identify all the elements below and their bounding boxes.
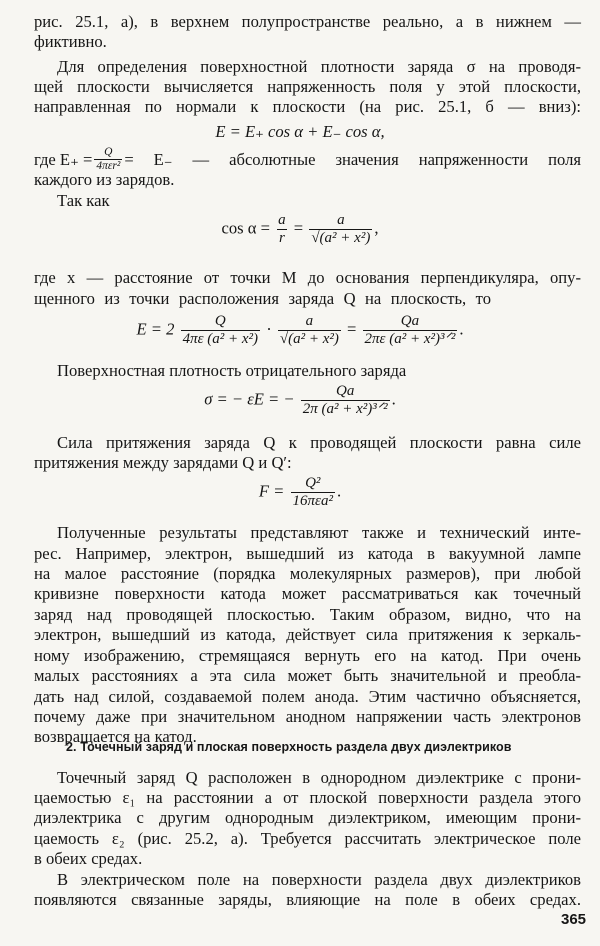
- text-line: цаемостью ε₁ на расстоянии a от плоской поверхности раздела этого: [34, 788, 581, 807]
- text-line: Поверхностная плотность отрицательного заряда: [57, 361, 407, 380]
- text-line: цаемость ε₂ (рис. 25.2, а). Требуется рассчитать электрическое поле: [34, 829, 581, 848]
- equation-cosine: cos α = $\frac{a}{r}$ = $\frac{a}{\text{√(a² + x²)}}$ ,: [221, 212, 379, 246]
- eq5-den: 16πεa²: [292, 493, 333, 509]
- text-line: фиктивно.: [34, 32, 107, 51]
- text-line: кривизне поверхности катода может рассматриваться как точечный: [34, 584, 581, 603]
- eq3-f3-num: Qa: [400, 313, 420, 329]
- text-line: в обеих средах.: [34, 849, 143, 868]
- text-line: щенного из точки расположения заряда Q на плоскость, то: [34, 289, 491, 308]
- page-number: 365: [561, 911, 587, 928]
- text-line: где x — расстояние от точки M до основания перпендикуляра, опу-: [34, 268, 581, 287]
- text-line: рес. Например, электрон, вышедший из катода в вакуумной лампе: [34, 544, 581, 563]
- text-line: заряд над проводящей плоскостью. Таким образом, видно, что на: [34, 605, 581, 624]
- text-line: диэлектрика с другим однородным диэлектриком, имеющим прони-: [34, 808, 581, 827]
- eq2-f2-den: √(a² + x²): [311, 230, 371, 246]
- eq4-num: Qa: [336, 383, 355, 399]
- eq3-f2-num: a: [305, 313, 314, 329]
- where-fraction: [94, 146, 122, 173]
- text-line: электрон, вышедший из катода, действует сила притяжения к зеркаль-: [34, 625, 581, 644]
- eq4-den: 2π (a² + x²)³ᐟ²: [302, 401, 388, 417]
- text-line: ному изображению, стремящаяся вернуть его на катод. При очень: [34, 646, 581, 665]
- eq3-f1-den: 4πε (a² + x²): [182, 331, 259, 347]
- eq4-lhs: σ = − εE = −: [204, 389, 295, 409]
- where-fraction-den: 4πεr²: [96, 160, 121, 172]
- text-line: возвращается на катод.: [34, 727, 197, 746]
- equation-force: F = $\frac{\text{Q²}}{\text{16πεa²}}$ .: [258, 475, 342, 509]
- eq2-lhs: cos α =: [221, 218, 270, 238]
- text-line: на малое расстояние (порядка молекулярных размеров), при любой: [34, 564, 581, 583]
- text-line: Точечный заряд Q расположен в однородном диэлектрике с прони-: [57, 768, 581, 787]
- text-line: Сила притяжения заряда Q к проводящей плоскости равна силе: [57, 433, 581, 452]
- eq2-f2-num: a: [337, 212, 345, 228]
- equation-surface-density: σ = − εE = − $\frac{Qa}{\text{2π (a² + x²)³ᐟ²}}$ .: [204, 383, 396, 417]
- section-heading: 2. Точечный заряд и плоская поверхность раздела двух диэлектриков: [66, 740, 512, 754]
- eq5-lhs: F =: [258, 481, 285, 501]
- where-fraction-num: Q: [104, 146, 113, 158]
- text-line: рис. 25.1, а), в верхнем полупространстве реально, а в нижнем —: [34, 12, 581, 31]
- text-line: почему даже при значительном анодном напряжении часть электронов: [34, 707, 581, 726]
- text-line: дать над силой, создаваемой полем анода. Этим частично объясняется,: [34, 687, 581, 706]
- text-line: каждого из зарядов.: [34, 170, 175, 189]
- text-line: малых расстояниях a эта сила может быть значительной и преобла-: [34, 666, 581, 685]
- eq3-f2-den: √(a² + x²): [279, 331, 339, 347]
- equation-where-line: [34, 146, 581, 173]
- eq3-f1-num: Q: [214, 313, 226, 329]
- eq2-fraction-1: [276, 212, 288, 247]
- eq3-fraction-2: [278, 313, 341, 348]
- text-line: В электрическом поле на поверхности раздела двух диэлектриков: [57, 870, 581, 889]
- eq3-f3-den: 2πε (a² + x²)³ᐟ²: [364, 331, 456, 347]
- equation-field-components: E = E₊ cos α + E₋ cos α,: [215, 122, 385, 141]
- eq2-f1-den: r: [278, 230, 285, 246]
- eq3-lhs: E = 2: [136, 319, 175, 339]
- text-line: притяжения между зарядами Q и Q′:: [34, 453, 292, 472]
- text-line: Так как: [57, 191, 110, 210]
- text-line: Полученные результаты представляют также и технический инте-: [57, 523, 581, 542]
- eq2-fraction-2: [309, 212, 372, 247]
- text-line: направленная по нормали к плоскости (на рис. 25.1, б — вниз):: [34, 97, 581, 116]
- where-prefix: где E₊ =: [34, 149, 93, 169]
- text-line: щей плоскости вычисляется напряженность поля у этой плоскости,: [34, 77, 581, 96]
- text-line: Для определения поверхностной плотности заряда σ на проводя-: [57, 57, 581, 76]
- eq4-fraction: [301, 383, 390, 418]
- eq3-fraction-3: [363, 313, 458, 348]
- where-suffix: = E₋ — абсолютные значения напряженности поля: [124, 149, 581, 169]
- eq5-num: Q²: [305, 475, 321, 491]
- equation-field-E: E = 2 $\frac{Q}{\text{4πε (a² + x²)}}$ · $\frac{a}{\text{√(a² + x²)}}$ = $\frac{Qa}{\text{2πε (a² + x²)³ᐟ²}}$ .: [136, 313, 464, 347]
- eq5-fraction: [291, 475, 335, 510]
- eq3-fraction-1: [181, 313, 260, 348]
- text-line: появляются связанные заряды, влияющие на поле в обеих средах.: [34, 890, 581, 909]
- eq2-f1-num: a: [278, 212, 286, 228]
